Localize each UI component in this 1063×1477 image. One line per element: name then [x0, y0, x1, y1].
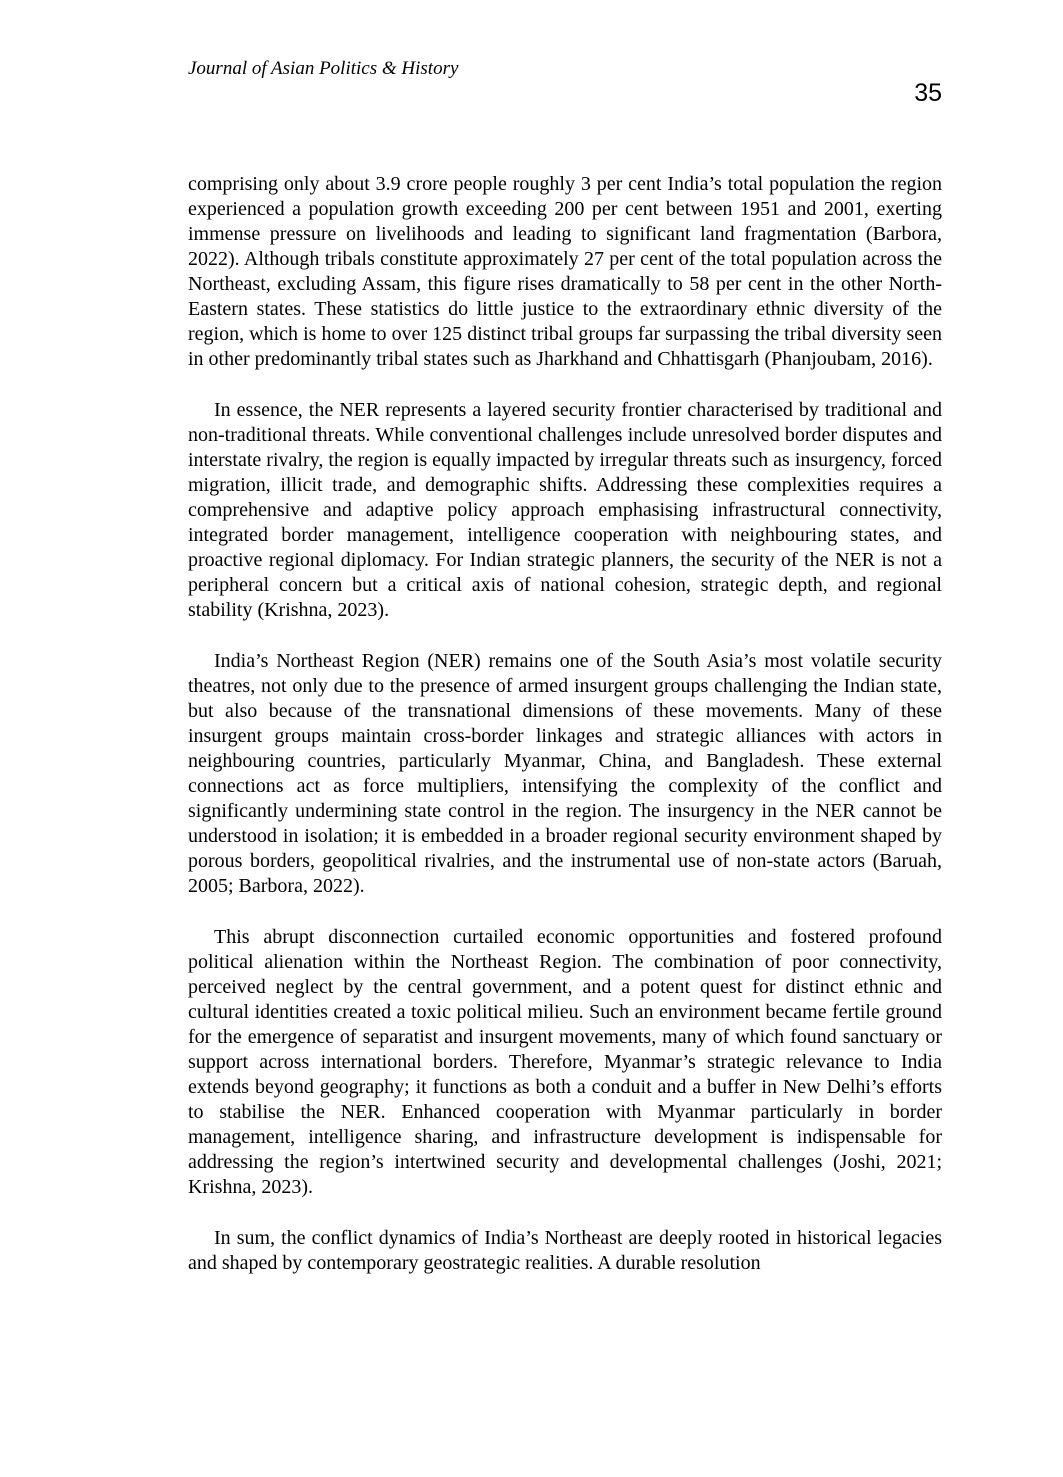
paragraph-3: India’s Northeast Region (NER) remains one of the South Asia’s most volatile security theatres, not only due to the presence of armed insurgent groups challenging the Indian state, but also because of the transnational dimensions of these movements. Many of these insurgent groups maintain cross-border linkages and strategic alliances with actors in neighbouring countries, particularly Myanmar, China, and Bangladesh. These external connections act as force multipliers, intensifying the complexity of the conflict and significantly undermining state control in the region. The insurgency in the NER cannot be understood in isolation; it is embedded in a broader regional security environment shaped by porous borders, geopolitical rivalries, and the instrumental use of non-state actors (Baruah, 2005; Barbora, 2022).: [188, 650, 942, 897]
paragraph-4: This abrupt disconnection curtailed economic opportunities and fostered profound political alienation within the Northeast Region. The combination of poor connectivity, perceived neglect by the central government, and a potent quest for distinct ethnic and cultural identities created a toxic political milieu. Such an environment became fertile ground for the emergence of separatist and insurgent movements, many of which found sanctuary or support across international borders. Therefore, Myanmar’s strategic relevance to India extends beyond geography; it functions as both a conduit and a buffer in New Delhi’s efforts to stabilise the NER. Enhanced cooperation with Myanmar particularly in border management, intelligence sharing, and infrastructure development is indispensable for addressing the region’s intertwined security and developmental challenges (Joshi, 2021; Krishna, 2023).: [188, 926, 942, 1198]
paragraph-1: comprising only about 3.9 crore people roughly 3 per cent India’s total population the region experienced a population growth exceeding 200 per cent between 1951 and 2001, exerting immense pressure on livelihoods and leading to significant land fragmentation (Barbora, 2022). Although tribals constitute approximately 27 per cent of the total population across the Northeast, excluding Assam, this figure rises dramatically to 58 per cent in the other North-Eastern states. These statistics do little justice to the extraordinary ethnic diversity of the region, which is home to over 125 distinct tribal groups far surpassing the tribal diversity seen in other predominantly tribal states such as Jharkhand and Chhattisgarh (Phanjoubam, 2016).: [188, 173, 942, 370]
journal-title: Journal of Asian Politics & History: [188, 58, 459, 79]
page-number: 35: [914, 79, 942, 107]
page-header: [188, 57, 458, 81]
paragraph-2: In essence, the NER represents a layered security frontier characterised by traditional and non-traditional threats. While conventional challenges include unresolved border disputes and interstate rivalry, the region is equally impacted by irregular threats such as insurgency, forced migration, illicit trade, and demographic shifts. Addressing these complexities requires a comprehensive and adaptive policy approach emphasising infrastructural connectivity, integrated border management, intelligence cooperation with neighbouring states, and proactive regional diplomacy. For Indian strategic planners, the security of the NER is not a peripheral concern but a critical axis of national cohesion, strategic depth, and regional stability (Krishna, 2023).: [188, 399, 942, 621]
paragraph-5: In sum, the conflict dynamics of India’s Northeast are deeply rooted in historical legacies and shaped by contemporary geostrategic realities. A durable resolution: [188, 1227, 942, 1274]
article-body: [188, 172, 942, 1302]
